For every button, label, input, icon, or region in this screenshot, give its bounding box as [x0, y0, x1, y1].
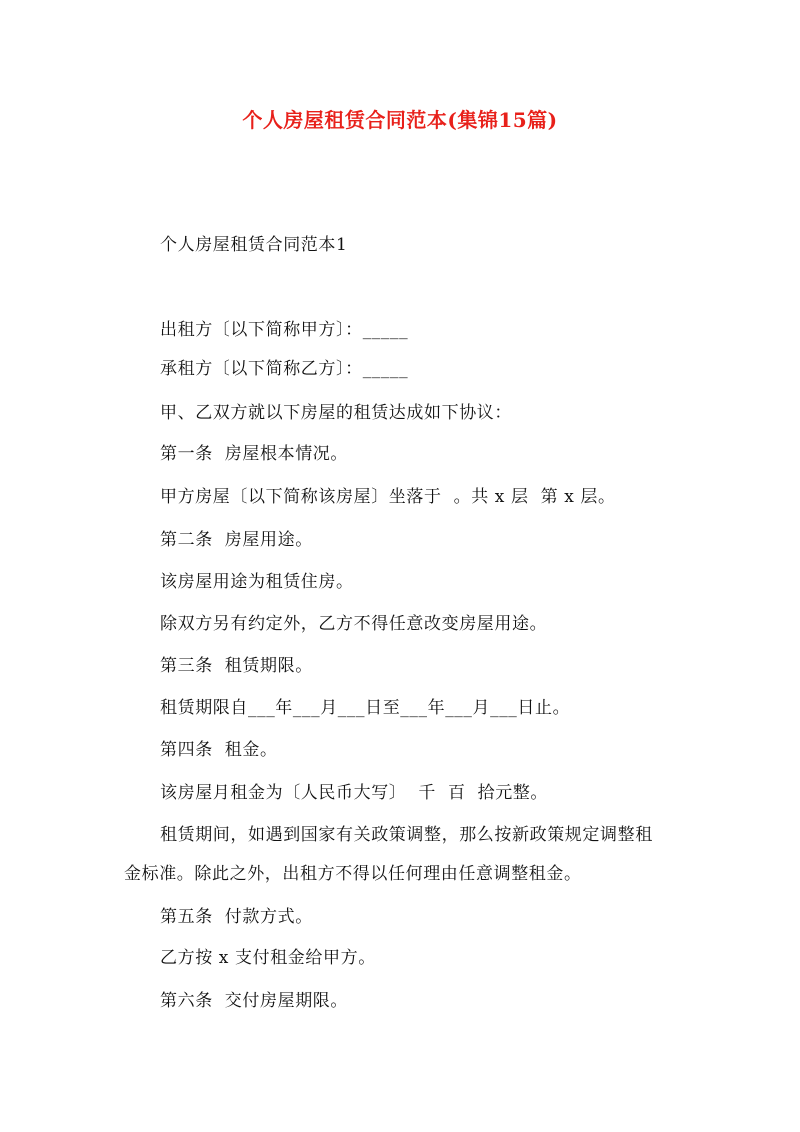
article-3-text: 租赁期限自___年___月___日至___年___月___日止。: [160, 698, 571, 718]
article-1-text: 甲方房屋〔以下简称该房屋〕坐落于 。共 x 层 第 x 层。: [160, 487, 616, 507]
article-5-heading: 第五条 付款方式。: [160, 907, 313, 927]
article-4-heading: 第四条 租金。: [160, 740, 278, 760]
article-4-text-2a: 租赁期间，如遇到国家有关政策调整，那么按新政策规定调整租: [160, 825, 653, 845]
paragraph-agreement: 甲、乙双方就以下房屋的租赁达成如下协议：: [160, 403, 512, 423]
article-2-heading: 第二条 房屋用途。: [160, 530, 313, 550]
paragraph-lessor: 出租方〔以下简称甲方〕：_____: [160, 320, 409, 340]
article-4-text-2b: 金标准。除此之外，出租方不得以任何理由任意调整租金。: [124, 864, 582, 884]
article-6-heading: 第六条 交付房屋期限。: [160, 991, 349, 1011]
article-2-text: 该房屋用途为租赁住房。: [160, 572, 354, 592]
article-2-text-2: 除双方另有约定外，乙方不得任意改变房屋用途。: [160, 614, 548, 634]
article-1-heading: 第一条 房屋根本情况。: [160, 444, 349, 464]
document-title: 个人房屋租赁合同范本(集锦15篇): [242, 108, 558, 132]
section-heading: 个人房屋租赁合同范本1: [160, 235, 348, 255]
paragraph-lessee: 承租方〔以下简称乙方〕：_____: [160, 359, 409, 379]
article-5-text: 乙方按 x 支付租金给甲方。: [160, 948, 376, 968]
article-3-heading: 第三条 租赁期限。: [160, 656, 313, 676]
article-4-text: 该房屋月租金为〔人民币大写〕 千 百 拾元整。: [160, 783, 549, 803]
